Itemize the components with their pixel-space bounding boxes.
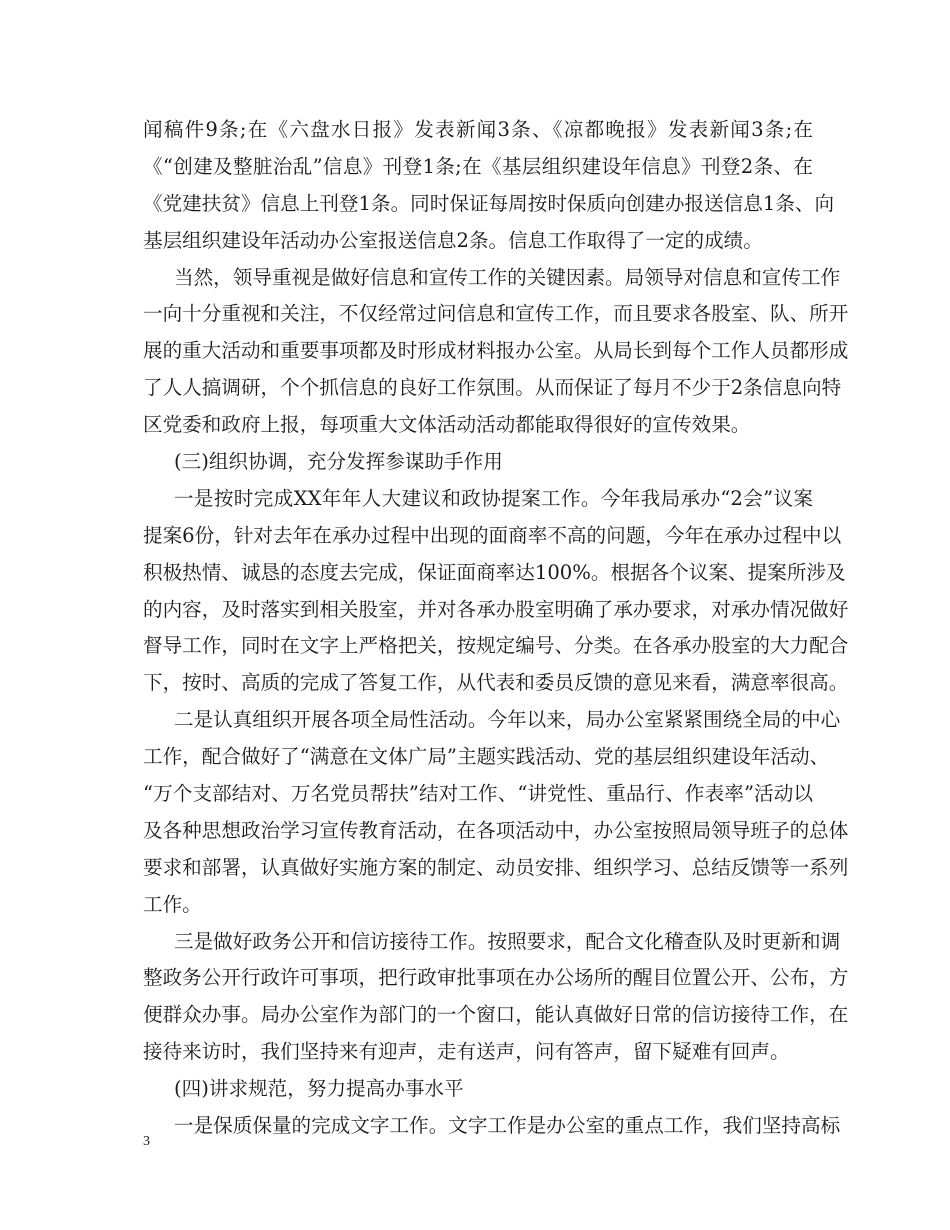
body-line: 工作。 — [143, 892, 202, 916]
body-line: 整政务公开行政许可事项，把行政审批事项在办公场所的醒目位置公开、公布，方 — [143, 966, 849, 990]
body-line: 一向十分重视和关注，不仅经常过问信息和宣传工作，而且要求各股室、队、所开 — [143, 302, 849, 326]
paragraph-first-line: 一是按时完成XX年年人大建议和政协提案工作。今年我局承办“2会”议案 — [174, 486, 813, 510]
body-line: “万个支部结对、万名党员帮扶”结对工作、“讲党性、重品行、作表率”活动以 — [143, 782, 813, 806]
body-line: 闻稿件9条;在《六盘水日报》发表新闻3条、《凉都晚报》发表新闻3条;在 — [143, 118, 813, 141]
body-line: 提案6份，针对去年在承办过程中出现的面商率不高的问题，今年在承办过程中以 — [143, 523, 842, 547]
section-heading: (四)讲求规范，努力提高办事水平 — [174, 1077, 464, 1101]
body-line: 区党委和政府上报，每项重大文体活动活动都能取得很好的宣传效果。 — [143, 413, 751, 437]
body-line: 下，按时、高质的完成了答复工作，从代表和委员反馈的意见来看，满意率很高。 — [143, 671, 849, 695]
body-line: 及各种思想政治学习宣传教育活动，在各项活动中，办公室按照局领导班子的总体 — [143, 818, 849, 842]
paragraph-first-line: 二是认真组织开展各项全局性活动。今年以来，局办公室紧紧围绕全局的中心 — [174, 708, 841, 732]
paragraph-first-line: 当然，领导重视是做好信息和宣传工作的关键因素。局领导对信息和宣传工作 — [174, 265, 841, 289]
document-body — [143, 112, 849, 1145]
page-number: 3 — [143, 1134, 150, 1149]
body-line: 便群众办事。局办公室作为部门的一个窗口，能认真做好日常的信访接待工作，在 — [143, 1003, 849, 1027]
body-line: 接待来访时，我们坚持来有迎声，走有送声，问有答声，留下疑难有回声。 — [143, 1040, 790, 1064]
body-line: 《“创建及整脏治乱”信息》刊登1条;在《基层组织建设年信息》刊登2条、在 — [143, 154, 813, 178]
paragraph-first-line: 三是做好政务公开和信访接待工作。按照要求，配合文化稽查队及时更新和调 — [174, 929, 841, 953]
body-line: 的内容，及时落实到相关股室，并对各承办股室明确了承办要求，对承办情况做好 — [143, 597, 849, 621]
body-line: 《党建扶贫》信息上刊登1条。同时保证每周按时保质向创建办报送信息1条、向 — [143, 191, 835, 215]
body-line: 展的重大活动和重要事项都及时形成材料报办公室。从局长到每个工作人员都形成 — [143, 339, 849, 363]
body-line: 基层组织建设年活动办公室报送信息2条。信息工作取得了一定的成绩。 — [143, 228, 763, 252]
paragraph-first-line: 一是保质保量的完成文字工作。文字工作是办公室的重点工作，我们坚持高标 — [174, 1114, 841, 1138]
body-line: 要求和部署，认真做好实施方案的制定、动员安排、组织学习、总结反馈等一系列 — [143, 855, 849, 879]
section-heading: (三)组织协调，充分发挥参谋助手作用 — [174, 450, 503, 474]
body-line: 工作，配合做好了“满意在文体广局”主题实践活动、党的基层组织建设年活动、 — [143, 745, 830, 769]
body-line: 督导工作，同时在文字上严格把关，按规定编号、分类。在各承办股室的大力配合 — [143, 634, 849, 658]
body-line: 积极热情、诚恳的态度去完成，保证面商率达100%。根据各个议案、提案所涉及 — [143, 560, 846, 584]
body-line: 了人人搞调研，个个抓信息的良好工作氛围。从而保证了每月不少于2条信息向特 — [143, 376, 842, 400]
